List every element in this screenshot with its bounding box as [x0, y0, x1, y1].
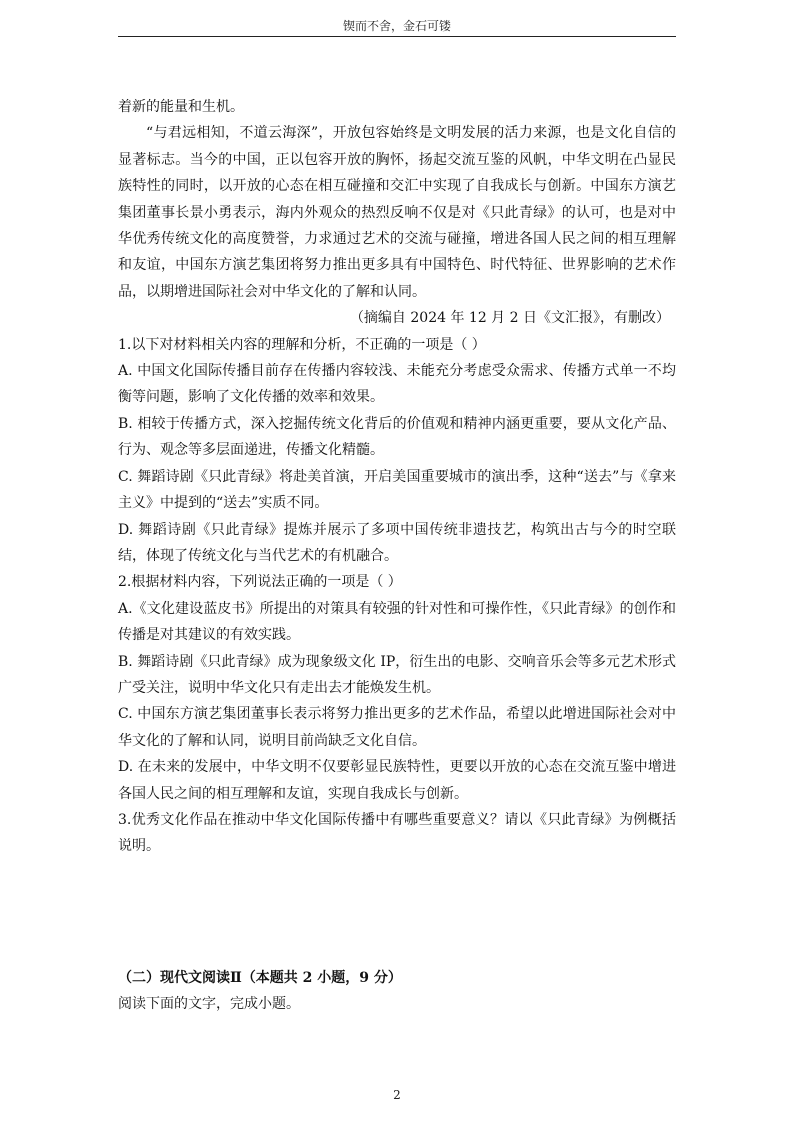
article-paragraph-2: “与君远相知，不道云海深”，开放包容始终是文明发展的活力来源，也是文化自信的显著标志。当今的中国，正以包容开放的胸怀，扬起交流互鉴的风帆，中华文明在凸显民族特性的同时，以开放的心态在相互碰撞和交汇中实现了自我成长与创新。中国东方演艺集团董事长景小勇表示，海内外观众的热烈反响不仅是对《只此青绿》的认可，也是对中华优秀传统文化的高度赞誉，力求通过艺术的交流与碰撞，增进各国人民之间的相互理解和友谊，中国东方演艺集团将努力推出更多具有中国特色、时代特征、世界影响的艺术作品，以期增进国际社会对中华文化的了解和认同。 — [118, 125, 676, 300]
question-1-option-a: A. 中国文化国际传播目前存在传播内容较浅、未能充分考虑受众需求、传播方式单一不均衡等问题，影响了文化传播的效率和效果。 — [118, 363, 676, 406]
question-2-stem: 2.根据材料内容，下列说法正确的一项是（ ） — [118, 574, 402, 591]
question-3-stem: 3.优秀文化作品在推动中华文化国际传播中有哪些重要意义？请以《只此青绿》为例概括说明。 — [118, 811, 676, 855]
page-header-motto: 锲而不舍，金石可镂 — [342, 19, 451, 33]
question-1-option-b: B. 相较于传播方式，深入挖掘传统文化背后的价值观和精神内涵更重要，要从文化产品、行为、观念等多层面递进，传播文化精髓。 — [118, 415, 676, 459]
article-source: （摘编自 2024 年 12 月 2 日《文汇报》，有删改） — [349, 310, 670, 327]
header-divider — [118, 36, 676, 37]
question-1-option-c: C. 舞蹈诗剧《只此青绿》将赴美首演，开启美国重要城市的演出季，这种“送去”与《拿来主义》中提到的“送去”实质不同。 — [118, 468, 676, 512]
question-2-option-b: B. 舞蹈诗剧《只此青绿》成为现象级文化 IP，衍生出的电影、交响音乐会等多元艺术形式广受关注，说明中华文化只有走出去才能焕发生机。 — [118, 653, 676, 696]
main-content — [118, 94, 676, 860]
question-1-stem: 1.以下对材料相关内容的理解和分析，不正确的一项是（ ） — [118, 336, 486, 353]
article-paragraph-1: 着新的能量和生机。 — [118, 99, 244, 115]
section-2-instruction: 阅读下面的文字，完成小题。 — [118, 996, 300, 1013]
section-2-title: （二）现代文阅读Ⅱ（本题共 2 小题，9 分） — [118, 970, 402, 986]
question-2-option-c: C. 中国东方演艺集团董事长表示将努力推出更多的艺术作品，希望以此增进国际社会对中华文化的了解和认同，说明目前尚缺乏文化自信。 — [118, 706, 676, 749]
question-2-option-a: A.《文化建设蓝皮书》所提出的对策具有较强的针对性和可操作性，《只此青绿》的创作和传播是对其建议的有效实践。 — [118, 600, 676, 644]
question-1-option-d: D. 舞蹈诗剧《只此青绿》提炼并展示了多项中国传统非遗技艺，构筑出古与今的时空联结，体现了传统文化与当代艺术的有机融合。 — [118, 521, 676, 564]
page-number: 2 — [393, 1088, 401, 1102]
section-2 — [118, 965, 676, 1018]
question-2-option-d: D. 在未来的发展中，中华文明不仅要彰显民族特性，更要以开放的心态在交流互鉴中增进各国人民之间的相互理解和友谊，实现自我成长与创新。 — [118, 759, 676, 802]
